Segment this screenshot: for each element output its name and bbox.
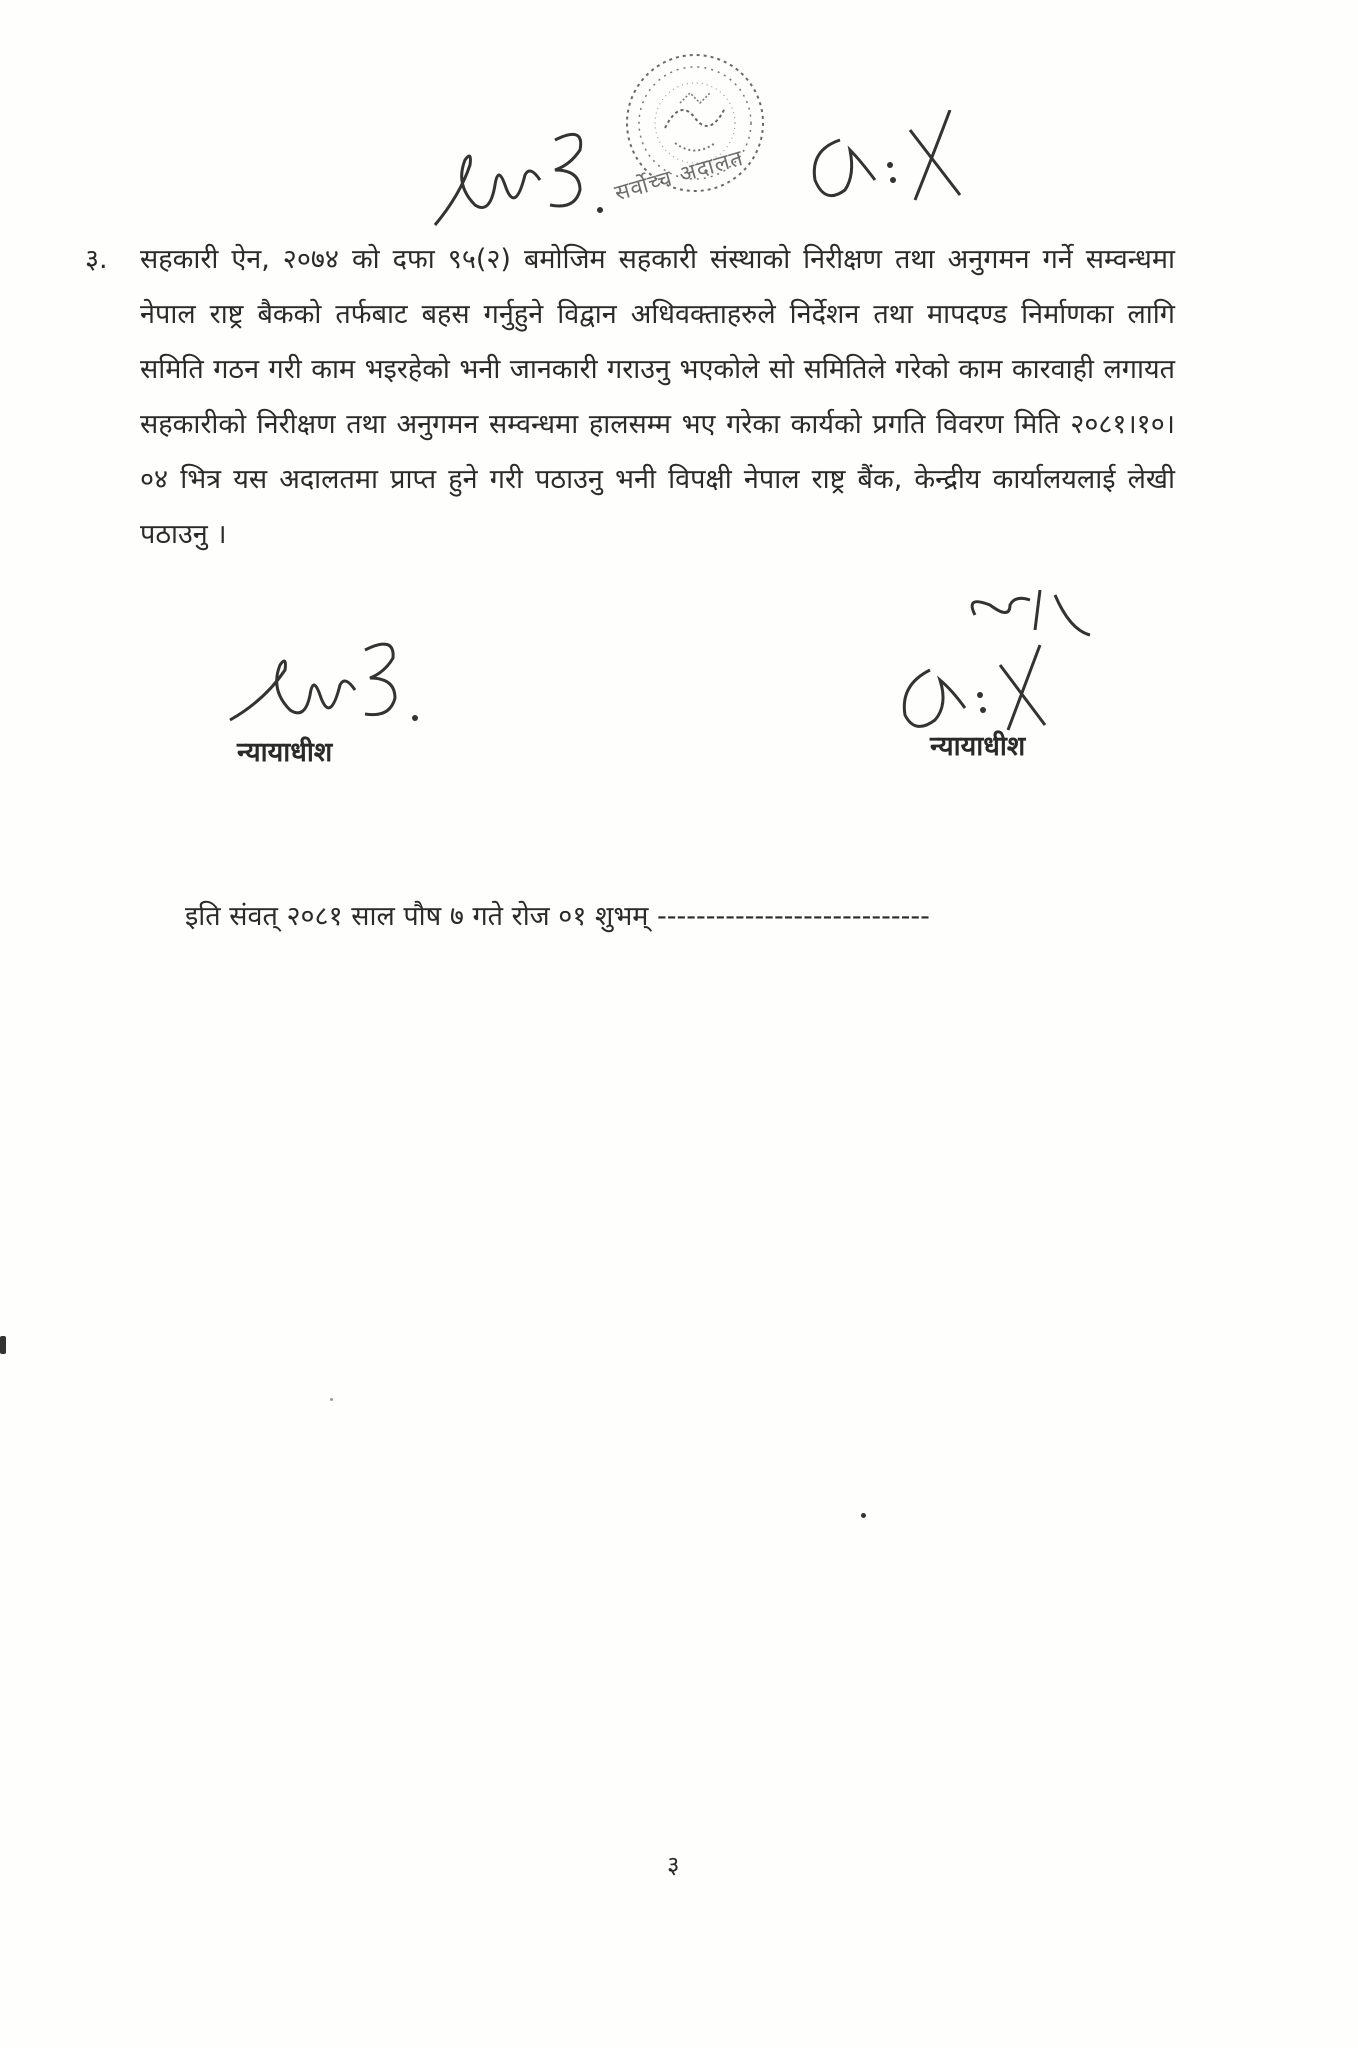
page-number: ३ <box>667 1851 680 1879</box>
judge-title-left: न्यायाधीश <box>237 737 333 768</box>
closing-date-line: इति संवत् २०८१ साल पौष ७ गते रोज ०१ शुभम् ---------------------------- <box>185 901 930 932</box>
order-number: ३. <box>85 244 108 275</box>
scan-speck <box>861 1513 866 1518</box>
scan-speck <box>330 1398 333 1401</box>
court-stamp-text: सर्वोच्च अदालत <box>611 145 747 207</box>
judge-signature-top-left <box>430 125 630 235</box>
judge-signature-top-right <box>800 110 980 220</box>
judge-signature-right <box>890 590 1130 740</box>
order-paragraph <box>85 232 1175 562</box>
judge-signature-left <box>225 640 445 740</box>
judge-title-right: न्यायाधीश <box>930 731 1026 762</box>
order-text: सहकारी ऐन, २०७४ को दफा ९५(२) बमोजिम सहकारी संस्थाको निरीक्षण तथा अनुगमन गर्ने सम्वन्धमा नेपाल राष्ट्र बैकको तर्फबाट बहस गर्नुहुने विद्वान अधिवक्ताहरुले निर्देशन तथा मापदण्ड निर्माणका लागि समिति गठन गरी काम भइरहेको भनी जानकारी गराउनु भएकोले सो समितिले गरेको काम कारवाही लगायत सहकारीको निरीक्षण तथा अनुगमन सम्वन्धमा हालसम्म भए गरेका कार्यको प्रगति विवरण मिति २०८१।१०।०४ भित्र यस अदालतमा प्राप्त हुने गरी पठाउनु भनी विपक्षी नेपाल राष्ट्र बैंक, केन्द्रीय कार्यालयलाई लेखी पठाउनु । <box>140 244 1175 550</box>
scan-speck <box>0 1336 6 1354</box>
